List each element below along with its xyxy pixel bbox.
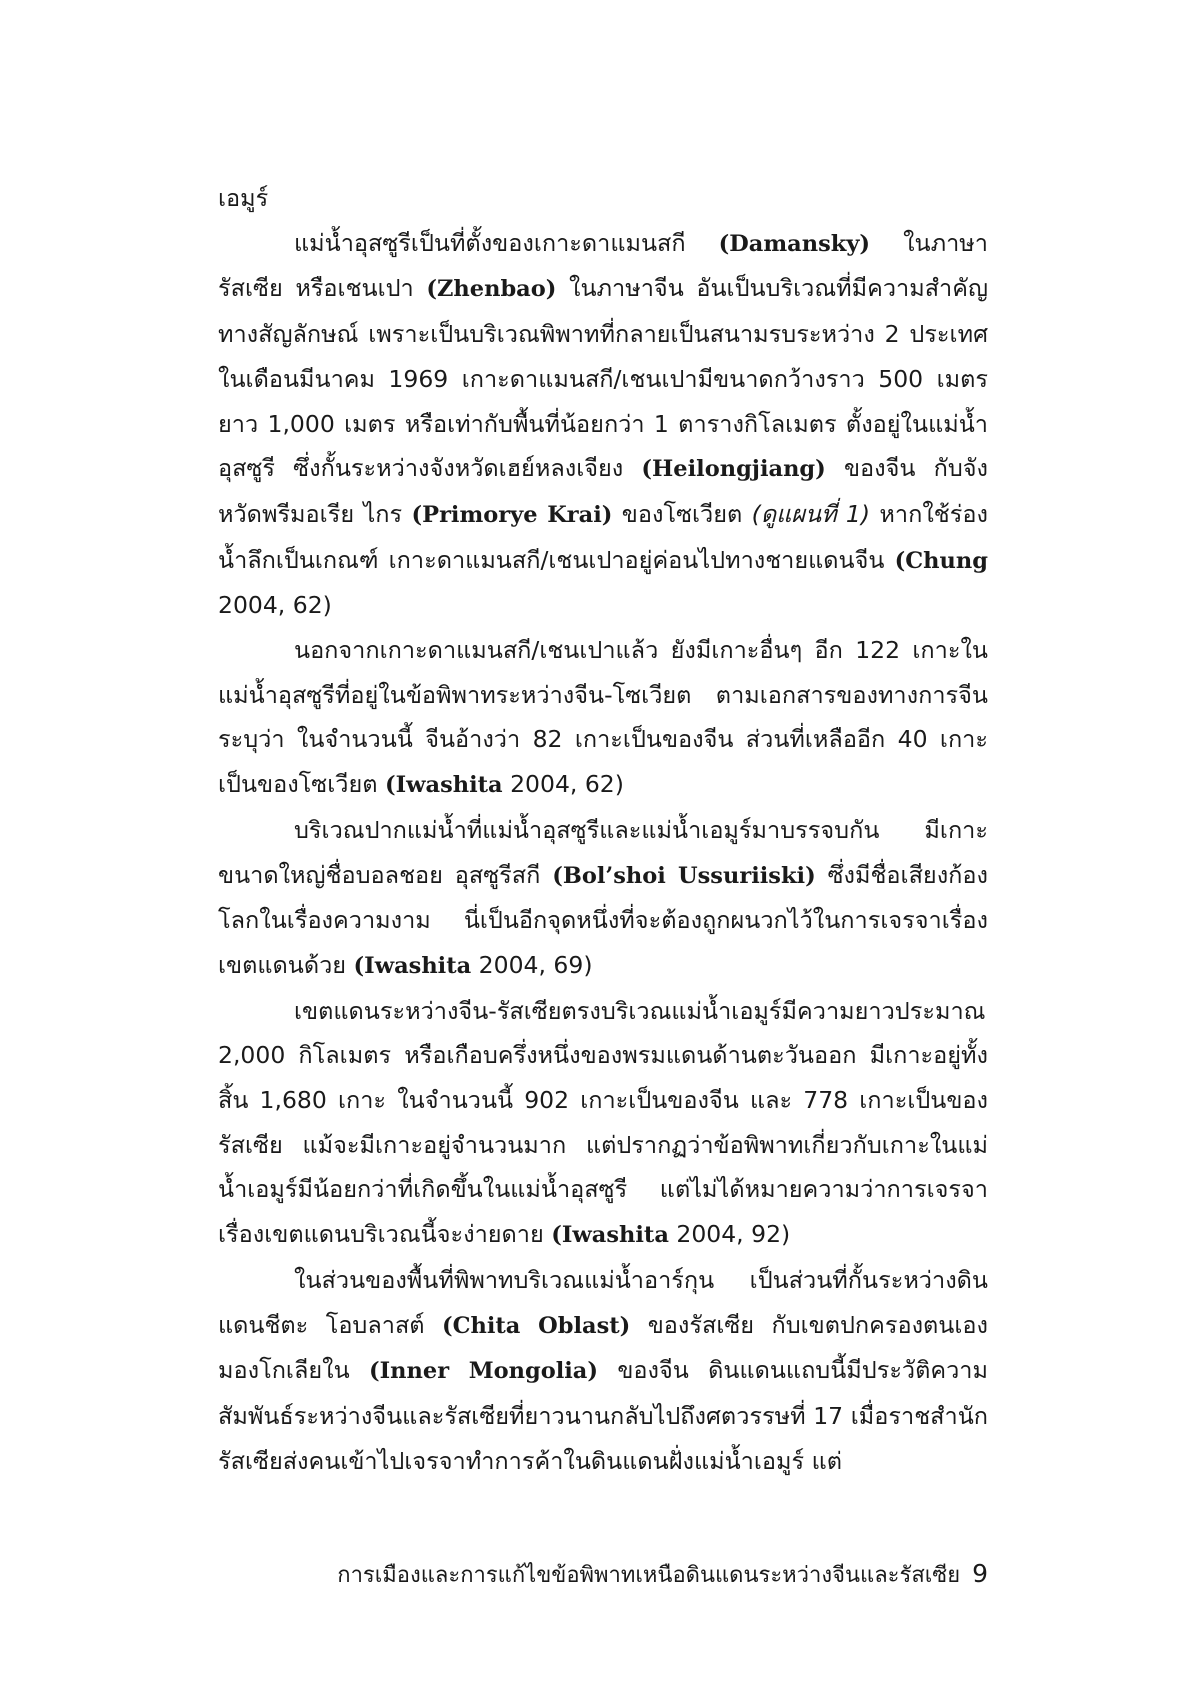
paragraph [218,628,988,808]
paragraph [218,176,988,221]
text-run: บริเวณปากแม่น้ำที่แม่น้ำอุสซูรีและแม่น้ำเอมูร์มาบรรจบกัน มีเกาะขนาดใหญ่ชื่อบอลชอย อุสซูรีสกี [218,815,988,889]
text-run: 2004, 62) [502,770,624,799]
page-number: 9 [972,1559,988,1588]
text-run: ของรัสเซีย กับเขตปกครองตนเองมองโกเลียใน [218,1310,988,1385]
paragraph [218,221,988,628]
text-run: ของโซเวียต [612,499,752,528]
page-footer [330,1557,988,1592]
text-run: เขตแดนระหว่างจีน-รัสเซียตรงบริเวณแม่น้ำเอมูร์มีความยาวประมาณ 2,000 กิโลเมตร หรือเกือบครึ่งหนึ่งของพรมแดนด้านตะวันออก มีเกาะอยู่ทั้งสิ้น 1,680 เกาะ ในจำนวนนี้ 902 เกาะเป็นของจีน และ 778 เกาะเป็นของรัสเซีย แม้จะมีเกาะอยู่จำนวนมาก แต่ปรากฏว่าข้อพิพาทเกี่ยวกับเกาะในแม่น้ำเอมูร์มีน้อยกว่าที่เกิดขึ้นในแม่น้ำอุสซูรี แต่ไม่ได้หมายความว่าการเจรจาเรื่องเขตแดนบริเวณนี้จะง่ายดาย [218,996,988,1249]
citation-term: (Chita Oblast) [441,1312,631,1339]
citation-term: (Inner Mongolia) [368,1358,599,1385]
paragraph [218,808,988,989]
citation-term: (Zhenbao) [426,276,557,303]
body-text [218,176,988,1483]
text-run: หากใช้ร่องน้ำลึกเป็นเกณฑ์ เกาะดาแมนสกี/เชนเปาอยู่ค่อนไปทางชายแดนจีน [218,499,988,574]
text-run: ของจีน กับจังหวัดพรีมอเรีย ไกร [218,454,988,528]
text-run: ของจีน ดินแดนแถบนี้มีประวัติความสัมพันธ์ระหว่างจีนและรัสเซียที่ยาวนานกลับไปถึงศตวรรษที่ 17 เมื่อราชสำนักรัสเซียส่งคนเข้าไปเจรจาทำการค้าในดินแดนฝั่งแม่น้ำเอมูร์ แต่ [218,1356,988,1475]
text-run: ในภาษาจีน อันเป็นบริเวณที่มีความสำคัญทางสัญลักษณ์ เพราะเป็นบริเวณพิพาทที่กลายเป็นสนามรบระหว่าง 2 ประเทศในเดือนมีนาคม 1969 เกาะดาแมนสกี/เชนเปามีขนาดกว้างราว 500 เมตร ยาว 1,000 เมตร หรือเท่ากับพื้นที่น้อยกว่า 1 ตารางกิโลเมตร ตั้งอยู่ในแม่น้ำอุสซูรี ซึ่งกั้นระหว่างจังหวัดเฮย์หลงเจียง [218,274,988,483]
text-run: แม่น้ำอุสซูรีเป็นที่ตั้งของเกาะดาแมนสกี [294,228,719,257]
citation-term: (Chung [894,547,988,574]
citation-term: (Damansky) [718,230,871,257]
paragraph [218,1258,988,1484]
text-run: 2004, 92) [668,1220,791,1249]
text-run: ซึ่งมีชื่อเสียงก้องโลกในเรื่องความงาม นี่เป็นอีกจุดหนึ่งที่จะต้องถูกผนวกไว้ในการเจรจาเรื่องเขตแดนด้วย [218,860,988,979]
text-run: เอมูร์ [218,184,269,212]
text-run: 2004, 62) [218,591,332,620]
citation-term: (Heilongjiang) [641,456,826,483]
text-run: นอกจากเกาะดาแมนสกี/เชนเปาแล้ว ยังมีเกาะอื่นๆ อีก 122 เกาะในแม่น้ำอุสซูรีที่อยู่ในข้อพิพาทระหว่างจีน-โซเวียต ตามเอกสารของทางการจีนระบุว่า ในจำนวนนี้ จีนอ้างว่า 82 เกาะเป็นของจีน ส่วนที่เหลืออีก 40 เกาะเป็นของโซเวียต [218,636,988,799]
citation-term: (Primorye Krai) [411,501,613,528]
citation-term: (Iwashita [353,952,472,979]
map-reference: (ดูแผนที่ 1) [751,499,871,528]
text-run: ในภาษารัสเซีย หรือเชนเปา [218,228,988,303]
text-run: 2004, 69) [471,950,593,979]
citation-term: (Iwashita [384,772,503,799]
text-run: ในส่วนของพื้นที่พิพาทบริเวณแม่น้ำอาร์กุน เป็นส่วนที่กั้นระหว่างดินแดนชีตะ โอบลาสต์ [218,1265,988,1339]
running-title: การเมืองและการแก้ไขข้อพิพาทเหนือดินแดนระหว่างจีนและรัสเซีย [337,1563,961,1588]
citation-term: (Iwashita [551,1222,669,1249]
paragraph [218,989,988,1258]
citation-term: (Bol’shoi Ussuriiski) [552,862,816,889]
